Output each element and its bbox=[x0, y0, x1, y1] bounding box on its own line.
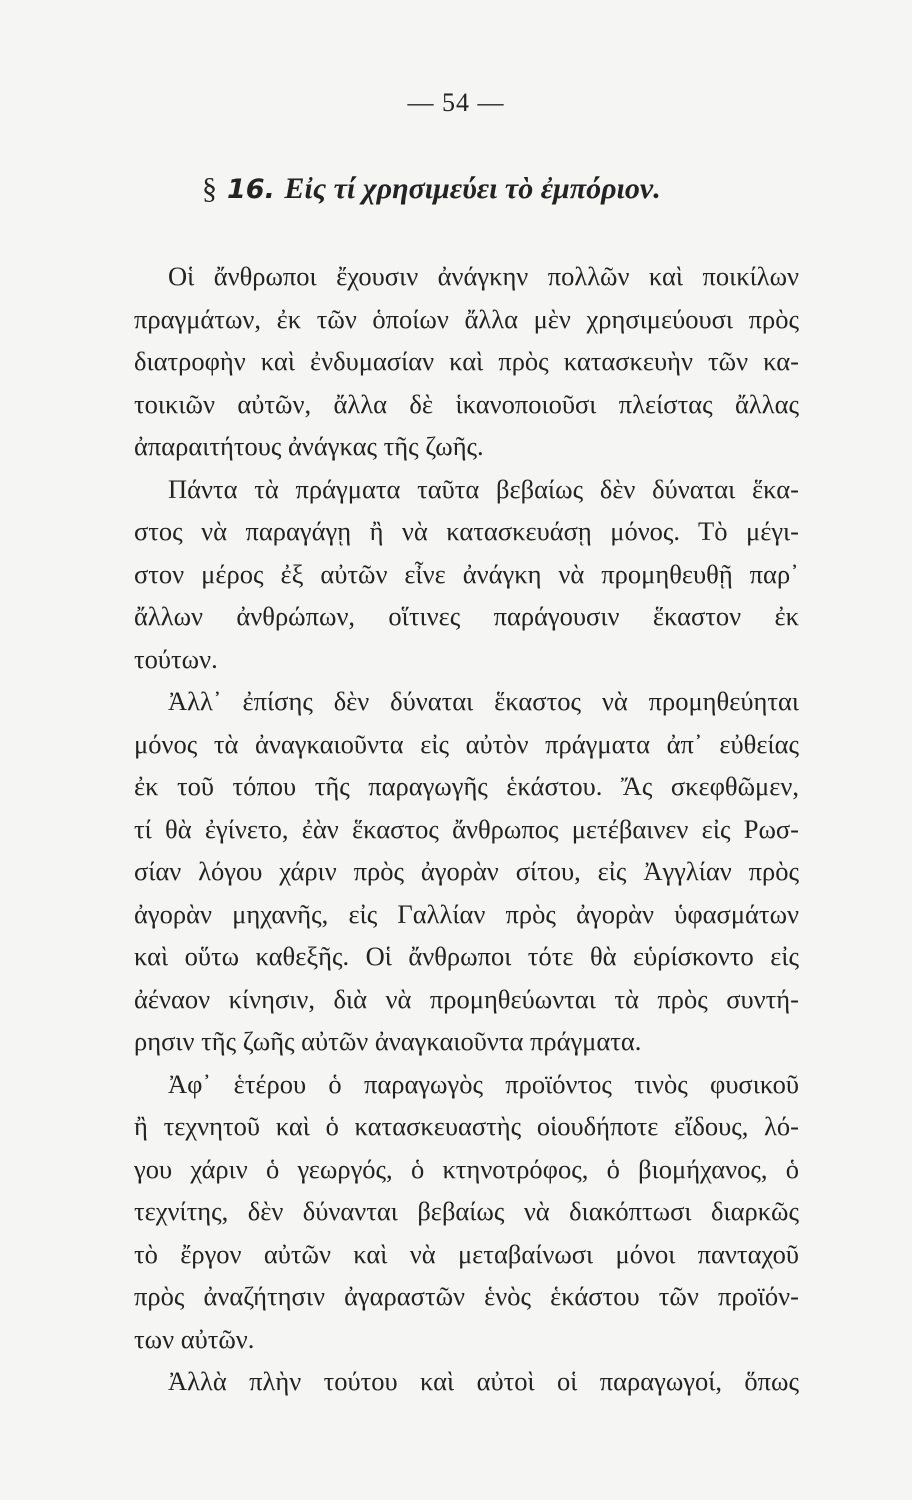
text-line: Ἀλλὰ πλὴν τούτου καὶ αὐτοὶ οἱ παραγωγοί, ὅπως bbox=[168, 1366, 799, 1396]
text-line: Ἀλλ᾽ ἐπίσης δὲν δύναται ἕκαστος νὰ προμηθεύηται bbox=[168, 686, 799, 716]
paragraph bbox=[134, 255, 799, 468]
section-heading bbox=[202, 172, 661, 206]
text-line: ρησιν τῆς ζωῆς αὐτῶν ἀναγκαιοῦντα πράγματα. bbox=[134, 1026, 642, 1056]
text-line: τοικιῶν αὐτῶν, ἄλλα δὲ ἱκανοποιοῦσι πλείστας ἄλλας bbox=[134, 388, 799, 419]
section-sign: § bbox=[202, 172, 217, 205]
text-line: ἀπαραιτήτους ἀνάγκας τῆς ζωῆς. bbox=[134, 431, 484, 461]
text-line: Πάντα τὰ πράγματα ταῦτα βεβαίως δὲν δύναται ἕκα- bbox=[168, 473, 799, 504]
text-line: καὶ οὕτω καθεξῆς. Οἱ ἄνθρωποι τότε θὰ εὑρίσκοντο εἰς bbox=[134, 941, 799, 971]
text-line: γου χάριν ὁ γεωργός, ὁ κτηνοτρόφος, ὁ βιομήχανος, ὁ bbox=[134, 1153, 799, 1184]
text-line: ἐκ τοῦ τόπου τῆς παραγωγῆς ἑκάστου. Ἄς σκεφθῶμεν, bbox=[134, 771, 799, 801]
text-line: τὸ ἔργον αὐτῶν καὶ νὰ μεταβαίνωσι μόνοι πανταχοῦ bbox=[134, 1238, 799, 1269]
section-title: Εἰς τί χρησιμεύει τὸ ἐμπόριον. bbox=[284, 172, 661, 205]
section-number: 16. bbox=[227, 174, 275, 205]
text-line: ἢ τεχνητοῦ καὶ ὁ κατασκευαστὴς οἱουδήποτε εἴδους, λό- bbox=[134, 1111, 799, 1141]
text-line: πραγμάτων, ἐκ τῶν ὁποίων ἄλλα μὲν χρησιμεύουσι πρὸς bbox=[134, 303, 799, 334]
text-line: ἄλλων ἀνθρώπων, οἵτινες παράγουσιν ἕκαστον ἐκ bbox=[134, 601, 799, 631]
text-line: τί θὰ ἐγίνετο, ἐὰν ἕκαστος ἄνθρωπος μετέβαινεν εἰς Ρωσ- bbox=[134, 813, 799, 844]
paragraph bbox=[134, 680, 799, 1063]
paragraph bbox=[134, 468, 799, 681]
text-line: στος νὰ παραγάγῃ ἢ νὰ κατασκευάσῃ μόνος. Τὸ μέγι- bbox=[134, 516, 799, 546]
text-line: τούτων. bbox=[134, 643, 218, 674]
page-number: — 54 — bbox=[407, 88, 505, 117]
text-line: πρὸς ἀναζήτησιν ἀγαραστῶν ἑνὸς ἑκάστου τῶν προϊόν- bbox=[134, 1281, 799, 1311]
text-line: ἀέναον κίνησιν, διὰ νὰ προμηθεύωνται τὰ πρὸς συντή- bbox=[134, 983, 799, 1014]
paragraph bbox=[134, 1360, 799, 1403]
text-line: Οἱ ἄνθρωποι ἔχουσιν ἀνάγκην πολλῶν καὶ ποικίλων bbox=[168, 261, 799, 291]
text-line: διατροφὴν καὶ ἐνδυμασίαν καὶ πρὸς κατασκευὴν τῶν κα- bbox=[134, 346, 799, 376]
text-line: στον μέρος ἐξ αὐτῶν εἶνε ἀνάγκη νὰ προμηθευθῇ παρ᾽ bbox=[134, 558, 799, 589]
body-text bbox=[134, 255, 799, 1403]
paragraph bbox=[134, 1063, 799, 1361]
text-line: ἀγορὰν μηχανῆς, εἰς Γαλλίαν πρὸς ἀγορὰν ὑφασμάτων bbox=[134, 898, 799, 929]
text-line: μόνος τὰ ἀναγκαιοῦντα εἰς αὐτὸν πράγματα ἀπ᾽ εὐθείας bbox=[134, 728, 799, 759]
text-line: σίαν λόγου χάριν πρὸς ἀγορὰν σίτου, εἰς Ἀγγλίαν πρὸς bbox=[134, 856, 799, 886]
text-line: των αὐτῶν. bbox=[134, 1323, 255, 1354]
text-line: τεχνίτης, δὲν δύνανται βεβαίως νὰ διακόπτωσι διαρκῶς bbox=[134, 1196, 799, 1226]
text-line: Ἀφ᾽ ἑτέρου ὁ παραγωγὸς προϊόντος τινὸς φυσικοῦ bbox=[168, 1068, 799, 1099]
